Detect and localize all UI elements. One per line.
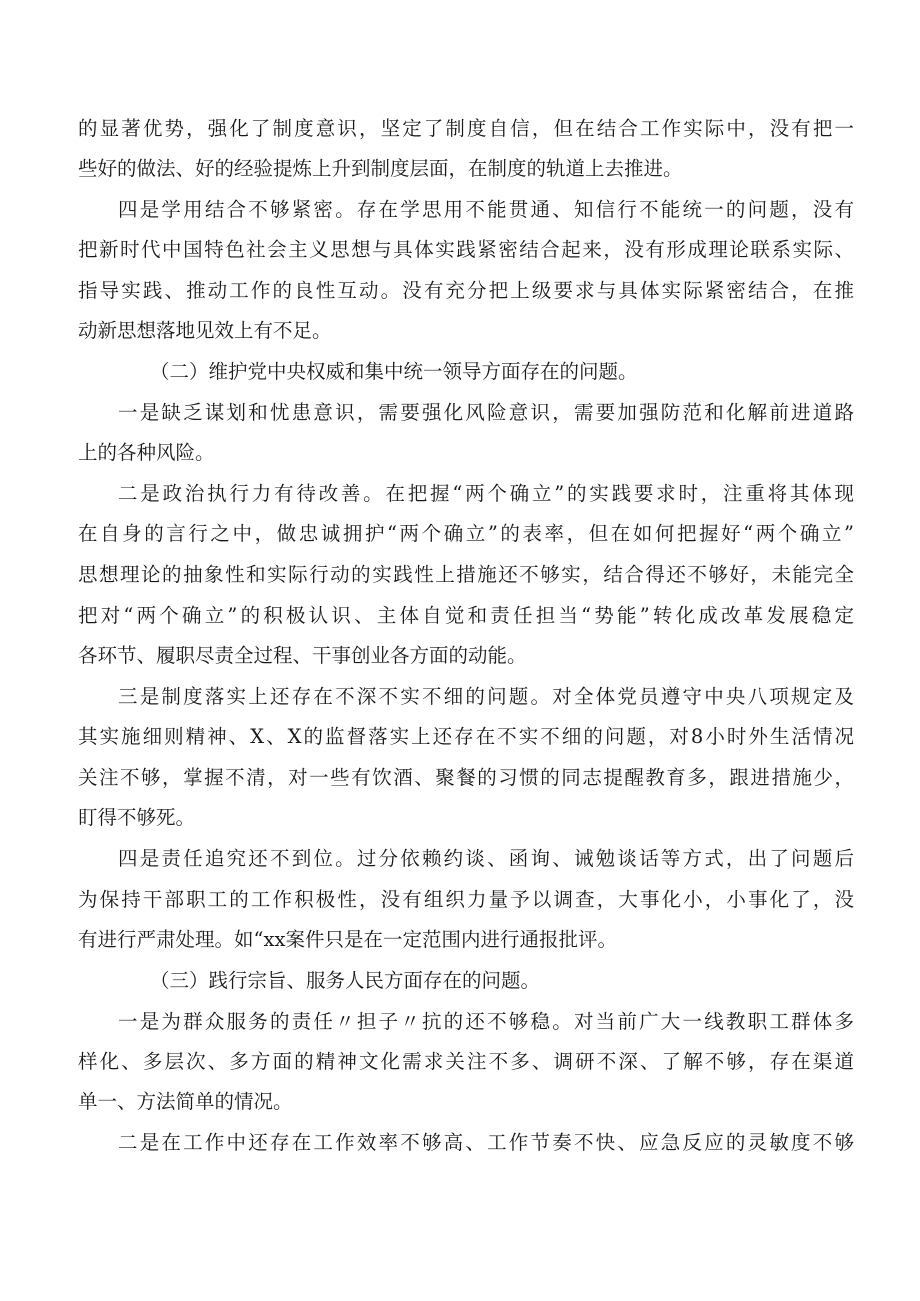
paragraph-line: 有进行严肃处理。如“xx案件只是在一定范围内进行通报批评。 — [78, 928, 617, 951]
paragraph-line: 一是为群众服务的责任〃担子〃抗的还不够稳。对当前广大一线教职工群体多 — [118, 1010, 854, 1033]
paragraph-line: 为保持干部职工的工作积极性，没有组织力量予以调查，大事化小，小事化了，没 — [78, 888, 854, 911]
paragraph-line: 样化、多层次、多方面的精神文化需求关注不多、调研不深、了解不够，存在渠道 — [78, 1050, 854, 1073]
paragraph-line: 单一、方法简单的情况。 — [78, 1090, 293, 1113]
paragraph-line: 些好的做法、好的经验提炼上升到制度层面，在制度的轨道上去推进。 — [78, 157, 683, 180]
section-heading: （三）践行宗旨、服务人民方面存在的问题。 — [150, 969, 541, 992]
paragraph-line: 上的各种风险。 — [78, 441, 215, 464]
paragraph-line: 动新思想落地见效上有不足。 — [78, 319, 332, 342]
paragraph-line: 一是缺乏谋划和忧患意识，需要强化风险意识，需要加强防范和化解前进道路 — [118, 401, 854, 424]
section-heading: （二）维护党中央权威和集中统一领导方面存在的问题。 — [150, 360, 638, 383]
paragraph-line: 二是在工作中还存在工作效率不够高、工作节奏不快、应急反应的灵敏度不够 — [118, 1131, 854, 1154]
paragraph-line: 其实施细则精神、X、X的监督落实上还存在不实不细的问题，对8小时外生活情况 — [78, 725, 854, 748]
paragraph-line: 二是政治执行力有待改善。在把握“两个确立”的实践要求时，注重将其体现 — [118, 482, 854, 505]
paragraph-line: 思想理论的抽象性和实际行动的实践性上措施还不够实，结合得还不够好，未能完全 — [78, 563, 854, 586]
paragraph-line: 指导实践、推动工作的良性互动。没有充分把上级要求与具体实际紧密结合，在推 — [78, 279, 854, 302]
paragraph-line: 三是制度落实上还存在不深不实不细的问题。对全体党员遵守中央八项规定及 — [118, 685, 854, 708]
paragraph-line: 各环节、履职尽责全过程、干事创业各方面的动能。 — [78, 644, 527, 667]
paragraph-line: 四是学用结合不够紧密。存在学思用不能贯通、知信行不能统一的问题，没有 — [118, 198, 854, 221]
paragraph-line: 在自身的言行之中，做忠诚拥护“两个确立”的表率，但在如何把握好“两个确立” — [78, 522, 854, 545]
paragraph-line: 关注不够，掌握不清，对一些有饮酒、聚餐的习惯的同志提醒教育多，跟进措施少， — [78, 766, 854, 789]
paragraph-line: 四是责任追究还不到位。过分依赖约谈、函询、诫勉谈话等方式，出了问题后 — [118, 847, 854, 870]
paragraph-line: 把对“两个确立”的积极认识、主体自觉和责任担当“势能”转化成改革发展稳定 — [78, 604, 854, 627]
paragraph-line: 把新时代中国特色社会主义思想与具体实践紧密结合起来，没有形成理论联系实际、 — [78, 238, 854, 261]
paragraph-line: 的显著优势，强化了制度意识，坚定了制度自信，但在结合工作实际中，没有把一 — [78, 117, 854, 140]
paragraph-line: 盯得不够死。 — [78, 806, 196, 829]
